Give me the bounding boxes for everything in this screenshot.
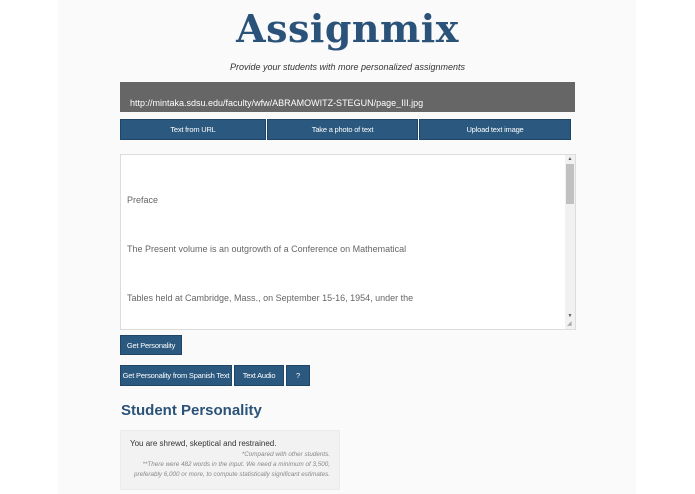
text-line: The Present volume is an outgrowth of a Conference on Mathematical <box>127 244 407 255</box>
scroll-thumb[interactable] <box>566 164 574 204</box>
tagline: Provide your students with more personalized assignments <box>229 62 466 72</box>
get-personality-button[interactable]: Get Personality <box>120 335 182 355</box>
word-count-note: **There were 482 words in the input. We need a minimum of 3,500, <box>142 461 330 468</box>
text-input-area[interactable] <box>120 154 576 330</box>
personality-summary: You are shrewd, skeptical and restrained. <box>130 439 277 448</box>
scroll-up-icon[interactable]: ▲ <box>567 156 573 162</box>
scroll-down-icon[interactable]: ▼ <box>567 313 573 319</box>
upload-image-button[interactable]: Upload text image <box>419 119 571 140</box>
text-audio-button[interactable]: Text Audio <box>234 365 284 386</box>
text-content <box>127 159 563 330</box>
student-personality-heading: Student Personality <box>121 402 262 419</box>
vertical-scrollbar[interactable] <box>565 155 575 329</box>
significance-note: preferably 6,000 or more, to compute statistically significant estimates. <box>134 471 330 478</box>
text-line: Preface <box>127 194 159 205</box>
text-from-url-button[interactable]: Text from URL <box>120 119 266 140</box>
take-photo-button[interactable]: Take a photo of text <box>267 119 418 140</box>
get-personality-spanish-button[interactable]: Get Personality from Spanish Text <box>120 365 232 386</box>
personality-result-box <box>120 430 340 490</box>
resize-grip-icon[interactable]: ◢ <box>567 321 572 327</box>
comparison-note: *Compared with other students. <box>241 451 330 458</box>
text-line: Tables held at Cambridge, Mass., on September 15-16, 1954, under the <box>127 293 414 304</box>
app-logo: Assignmix <box>236 6 459 51</box>
url-input[interactable] <box>120 82 575 112</box>
help-button[interactable]: ? <box>286 365 310 386</box>
